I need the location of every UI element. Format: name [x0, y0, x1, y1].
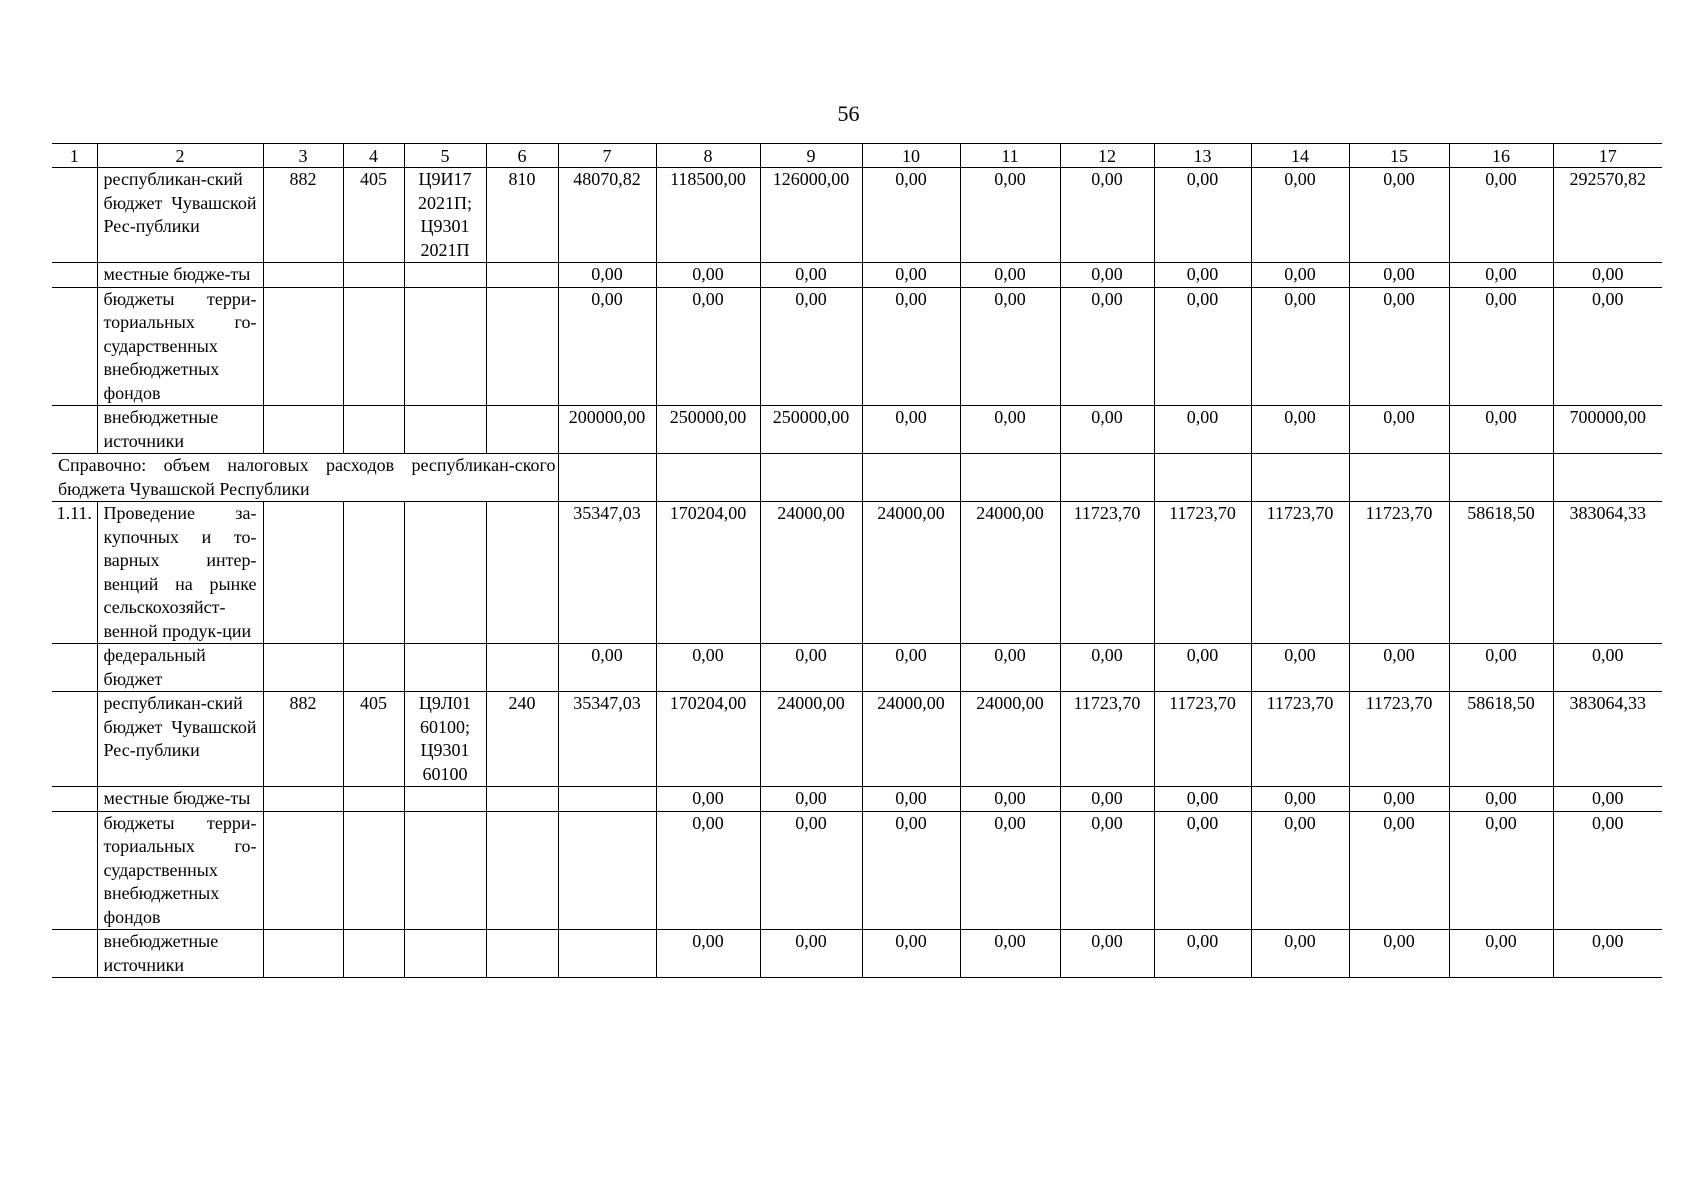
amount-cell: 0,00 — [1060, 787, 1154, 812]
table-row — [52, 406, 1662, 454]
amount-cell: 0,00 — [558, 644, 656, 692]
amount-cell: 0,00 — [1154, 287, 1251, 406]
amount-cell: 0,00 — [1449, 287, 1553, 406]
target-article-cell — [404, 287, 486, 406]
target-article-cell: Ц9И17 2021П; Ц9301 2021П — [404, 168, 486, 263]
amount-cell: 0,00 — [1553, 811, 1662, 930]
row-number-cell — [52, 287, 97, 406]
amount-cell — [1060, 454, 1154, 502]
amount-cell: 35347,03 — [558, 502, 656, 644]
amount-cell: 200000,00 — [558, 406, 656, 454]
reference-note-row — [52, 454, 1662, 502]
amount-cell: 170204,00 — [656, 692, 760, 787]
amount-cell: 0,00 — [1449, 930, 1553, 978]
empty-cell — [343, 502, 404, 644]
column-number-row — [52, 144, 1662, 168]
amount-cell: 0,00 — [1154, 168, 1251, 263]
column-number: 5 — [404, 144, 486, 168]
amount-cell: 0,00 — [1251, 787, 1349, 812]
amount-cell — [862, 454, 960, 502]
column-number: 12 — [1060, 144, 1154, 168]
section-title: Проведение за-купочных и то-варных интер-венций на рынке сельскохозяйст-венной продук-ции — [97, 502, 263, 644]
amount-cell: 0,00 — [1154, 930, 1251, 978]
amount-cell: 0,00 — [558, 287, 656, 406]
column-number: 4 — [343, 144, 404, 168]
row-number-cell — [52, 406, 97, 454]
amount-cell — [558, 454, 656, 502]
amount-cell: 0,00 — [558, 263, 656, 288]
table-row — [52, 930, 1662, 978]
funding-source-label: федеральный бюджет — [97, 644, 263, 692]
amount-cell: 11723,70 — [1349, 692, 1449, 787]
expense-type-cell — [486, 406, 558, 454]
amount-cell: 0,00 — [656, 644, 760, 692]
expense-type-cell: 240 — [486, 692, 558, 787]
amount-cell: 0,00 — [960, 287, 1060, 406]
amount-cell: 0,00 — [960, 811, 1060, 930]
column-number: 13 — [1154, 144, 1251, 168]
amount-cell: 0,00 — [862, 811, 960, 930]
column-number: 8 — [656, 144, 760, 168]
amount-cell: 0,00 — [1349, 168, 1449, 263]
funding-source-label: республикан-ский бюджет Чувашской Рес-публики — [97, 692, 263, 787]
amount-cell — [1553, 454, 1662, 502]
amount-cell: 0,00 — [1449, 263, 1553, 288]
amount-cell — [558, 811, 656, 930]
amount-cell: 0,00 — [656, 787, 760, 812]
table-row — [52, 692, 1662, 787]
amount-cell: 11723,70 — [1154, 502, 1251, 644]
amount-cell: 0,00 — [1349, 811, 1449, 930]
column-number: 16 — [1449, 144, 1553, 168]
funding-source-label: бюджеты терри-ториальных го-сударственных внебюджетных фондов — [97, 287, 263, 406]
amount-cell: 0,00 — [960, 263, 1060, 288]
amount-cell: 0,00 — [862, 287, 960, 406]
admin-code-cell — [263, 644, 343, 692]
amount-cell: 0,00 — [1251, 287, 1349, 406]
amount-cell: 0,00 — [760, 930, 862, 978]
amount-cell: 0,00 — [862, 406, 960, 454]
table-row — [52, 287, 1662, 406]
budget-table — [52, 143, 1662, 978]
expense-type-cell — [486, 787, 558, 812]
reference-note: Справочно: объем налоговых расходов республикан-ского бюджета Чувашской Республики — [52, 454, 558, 502]
target-article-cell — [404, 644, 486, 692]
table-row — [52, 168, 1662, 263]
amount-cell: 24000,00 — [760, 692, 862, 787]
funding-source-label: местные бюдже-ты — [97, 263, 263, 288]
section-code-cell — [343, 811, 404, 930]
admin-code-cell — [263, 930, 343, 978]
amount-cell: 0,00 — [1251, 263, 1349, 288]
amount-cell: 0,00 — [1154, 406, 1251, 454]
amount-cell: 24000,00 — [960, 692, 1060, 787]
amount-cell — [558, 930, 656, 978]
admin-code-cell — [263, 787, 343, 812]
amount-cell: 0,00 — [862, 930, 960, 978]
funding-source-label: внебюджетные источники — [97, 406, 263, 454]
amount-cell: 0,00 — [1154, 263, 1251, 288]
column-number: 10 — [862, 144, 960, 168]
amount-cell: 0,00 — [1349, 287, 1449, 406]
page-number: 56 — [837, 101, 860, 126]
column-number: 7 — [558, 144, 656, 168]
amount-cell: 0,00 — [656, 287, 760, 406]
table-row — [52, 263, 1662, 288]
column-number: 11 — [960, 144, 1060, 168]
row-number-cell — [52, 692, 97, 787]
amount-cell: 58618,50 — [1449, 502, 1553, 644]
amount-cell: 24000,00 — [760, 502, 862, 644]
admin-code-cell — [263, 263, 343, 288]
section-code-cell — [343, 930, 404, 978]
amount-cell: 0,00 — [1251, 811, 1349, 930]
amount-cell: 0,00 — [1553, 263, 1662, 288]
column-number: 9 — [760, 144, 862, 168]
amount-cell: 0,00 — [1251, 168, 1349, 263]
amount-cell: 11723,70 — [1349, 502, 1449, 644]
expense-type-cell — [486, 811, 558, 930]
amount-cell: 0,00 — [1060, 168, 1154, 263]
target-article-cell — [404, 811, 486, 930]
row-number-cell — [52, 263, 97, 288]
column-number: 15 — [1349, 144, 1449, 168]
amount-cell: 126000,00 — [760, 168, 862, 263]
amount-cell: 0,00 — [1349, 263, 1449, 288]
amount-cell: 0,00 — [862, 787, 960, 812]
amount-cell: 0,00 — [1449, 811, 1553, 930]
amount-cell: 0,00 — [1060, 811, 1154, 930]
amount-cell: 11723,70 — [1251, 692, 1349, 787]
table-row — [52, 644, 1662, 692]
amount-cell: 0,00 — [1349, 787, 1449, 812]
row-number-cell — [52, 168, 97, 263]
row-number-cell — [52, 644, 97, 692]
amount-cell: 0,00 — [1553, 644, 1662, 692]
amount-cell: 0,00 — [1060, 406, 1154, 454]
amount-cell: 0,00 — [1349, 930, 1449, 978]
amount-cell: 0,00 — [1553, 930, 1662, 978]
amount-cell: 0,00 — [1154, 644, 1251, 692]
amount-cell: 383064,33 — [1553, 692, 1662, 787]
amount-cell: 24000,00 — [862, 692, 960, 787]
target-article-cell — [404, 787, 486, 812]
admin-code-cell — [263, 811, 343, 930]
amount-cell: 0,00 — [960, 168, 1060, 263]
column-number: 2 — [97, 144, 263, 168]
row-number-cell — [52, 811, 97, 930]
amount-cell — [558, 787, 656, 812]
amount-cell: 170204,00 — [656, 502, 760, 644]
column-number: 17 — [1553, 144, 1662, 168]
section-code-cell — [343, 263, 404, 288]
table-body — [52, 144, 1662, 978]
amount-cell: 0,00 — [1154, 787, 1251, 812]
amount-cell: 0,00 — [1154, 811, 1251, 930]
admin-code-cell — [263, 287, 343, 406]
amount-cell: 0,00 — [1060, 930, 1154, 978]
amount-cell — [1449, 454, 1553, 502]
amount-cell: 0,00 — [760, 263, 862, 288]
amount-cell: 0,00 — [1251, 406, 1349, 454]
funding-source-label: республикан-ский бюджет Чувашской Рес-публики — [97, 168, 263, 263]
table-row — [52, 811, 1662, 930]
amount-cell: 250000,00 — [656, 406, 760, 454]
amount-cell — [960, 454, 1060, 502]
empty-cell — [486, 502, 558, 644]
column-number: 1 — [52, 144, 97, 168]
section-code-cell — [343, 287, 404, 406]
section-code-cell: 405 — [343, 168, 404, 263]
amount-cell: 0,00 — [1449, 787, 1553, 812]
amount-cell — [1349, 454, 1449, 502]
column-number: 3 — [263, 144, 343, 168]
expense-type-cell — [486, 644, 558, 692]
expense-type-cell: 810 — [486, 168, 558, 263]
amount-cell: 35347,03 — [558, 692, 656, 787]
expense-type-cell — [486, 263, 558, 288]
admin-code-cell: 882 — [263, 692, 343, 787]
amount-cell: 0,00 — [960, 406, 1060, 454]
amount-cell: 11723,70 — [1060, 502, 1154, 644]
amount-cell: 0,00 — [960, 930, 1060, 978]
amount-cell: 24000,00 — [960, 502, 1060, 644]
amount-cell: 0,00 — [862, 644, 960, 692]
amount-cell: 0,00 — [760, 787, 862, 812]
amount-cell: 0,00 — [760, 811, 862, 930]
amount-cell: 383064,33 — [1553, 502, 1662, 644]
section-code-cell — [343, 787, 404, 812]
amount-cell: 0,00 — [862, 263, 960, 288]
expense-type-cell — [486, 287, 558, 406]
amount-cell: 0,00 — [1349, 406, 1449, 454]
amount-cell: 24000,00 — [862, 502, 960, 644]
amount-cell — [760, 454, 862, 502]
amount-cell: 0,00 — [960, 644, 1060, 692]
admin-code-cell — [263, 406, 343, 454]
section-code-cell — [343, 406, 404, 454]
amount-cell: 11723,70 — [1060, 692, 1154, 787]
section-number: 1.11. — [52, 502, 97, 644]
section-code-cell: 405 — [343, 692, 404, 787]
amount-cell: 0,00 — [1449, 168, 1553, 263]
table-row — [52, 787, 1662, 812]
section-code-cell — [343, 644, 404, 692]
target-article-cell: Ц9Л01 60100; Ц9301 60100 — [404, 692, 486, 787]
column-number: 6 — [486, 144, 558, 168]
amount-cell: 0,00 — [1060, 263, 1154, 288]
row-number-cell — [52, 930, 97, 978]
amount-cell: 0,00 — [656, 811, 760, 930]
section-row — [52, 502, 1662, 644]
amount-cell: 58618,50 — [1449, 692, 1553, 787]
amount-cell: 0,00 — [1449, 406, 1553, 454]
funding-source-label: бюджеты терри-ториальных го-сударственных внебюджетных фондов — [97, 811, 263, 930]
amount-cell: 11723,70 — [1154, 692, 1251, 787]
target-article-cell — [404, 406, 486, 454]
row-number-cell — [52, 787, 97, 812]
amount-cell: 0,00 — [1251, 644, 1349, 692]
amount-cell: 0,00 — [1449, 644, 1553, 692]
amount-cell: 0,00 — [1349, 644, 1449, 692]
funding-source-label: внебюджетные источники — [97, 930, 263, 978]
column-number: 14 — [1251, 144, 1349, 168]
amount-cell: 48070,82 — [558, 168, 656, 263]
amount-cell: 0,00 — [656, 263, 760, 288]
amount-cell: 0,00 — [1553, 287, 1662, 406]
empty-cell — [263, 502, 343, 644]
admin-code-cell: 882 — [263, 168, 343, 263]
amount-cell — [1154, 454, 1251, 502]
empty-cell — [404, 502, 486, 644]
expense-type-cell — [486, 930, 558, 978]
amount-cell: 700000,00 — [1553, 406, 1662, 454]
target-article-cell — [404, 930, 486, 978]
funding-source-label: местные бюдже-ты — [97, 787, 263, 812]
amount-cell — [656, 454, 760, 502]
amount-cell: 0,00 — [656, 930, 760, 978]
target-article-cell — [404, 263, 486, 288]
amount-cell: 0,00 — [1060, 644, 1154, 692]
amount-cell: 0,00 — [1060, 287, 1154, 406]
amount-cell: 292570,82 — [1553, 168, 1662, 263]
amount-cell: 250000,00 — [760, 406, 862, 454]
amount-cell: 11723,70 — [1251, 502, 1349, 644]
amount-cell: 0,00 — [960, 787, 1060, 812]
amount-cell: 0,00 — [760, 287, 862, 406]
amount-cell: 0,00 — [862, 168, 960, 263]
amount-cell: 118500,00 — [656, 168, 760, 263]
amount-cell: 0,00 — [760, 644, 862, 692]
amount-cell: 0,00 — [1251, 930, 1349, 978]
amount-cell — [1251, 454, 1349, 502]
amount-cell: 0,00 — [1553, 787, 1662, 812]
